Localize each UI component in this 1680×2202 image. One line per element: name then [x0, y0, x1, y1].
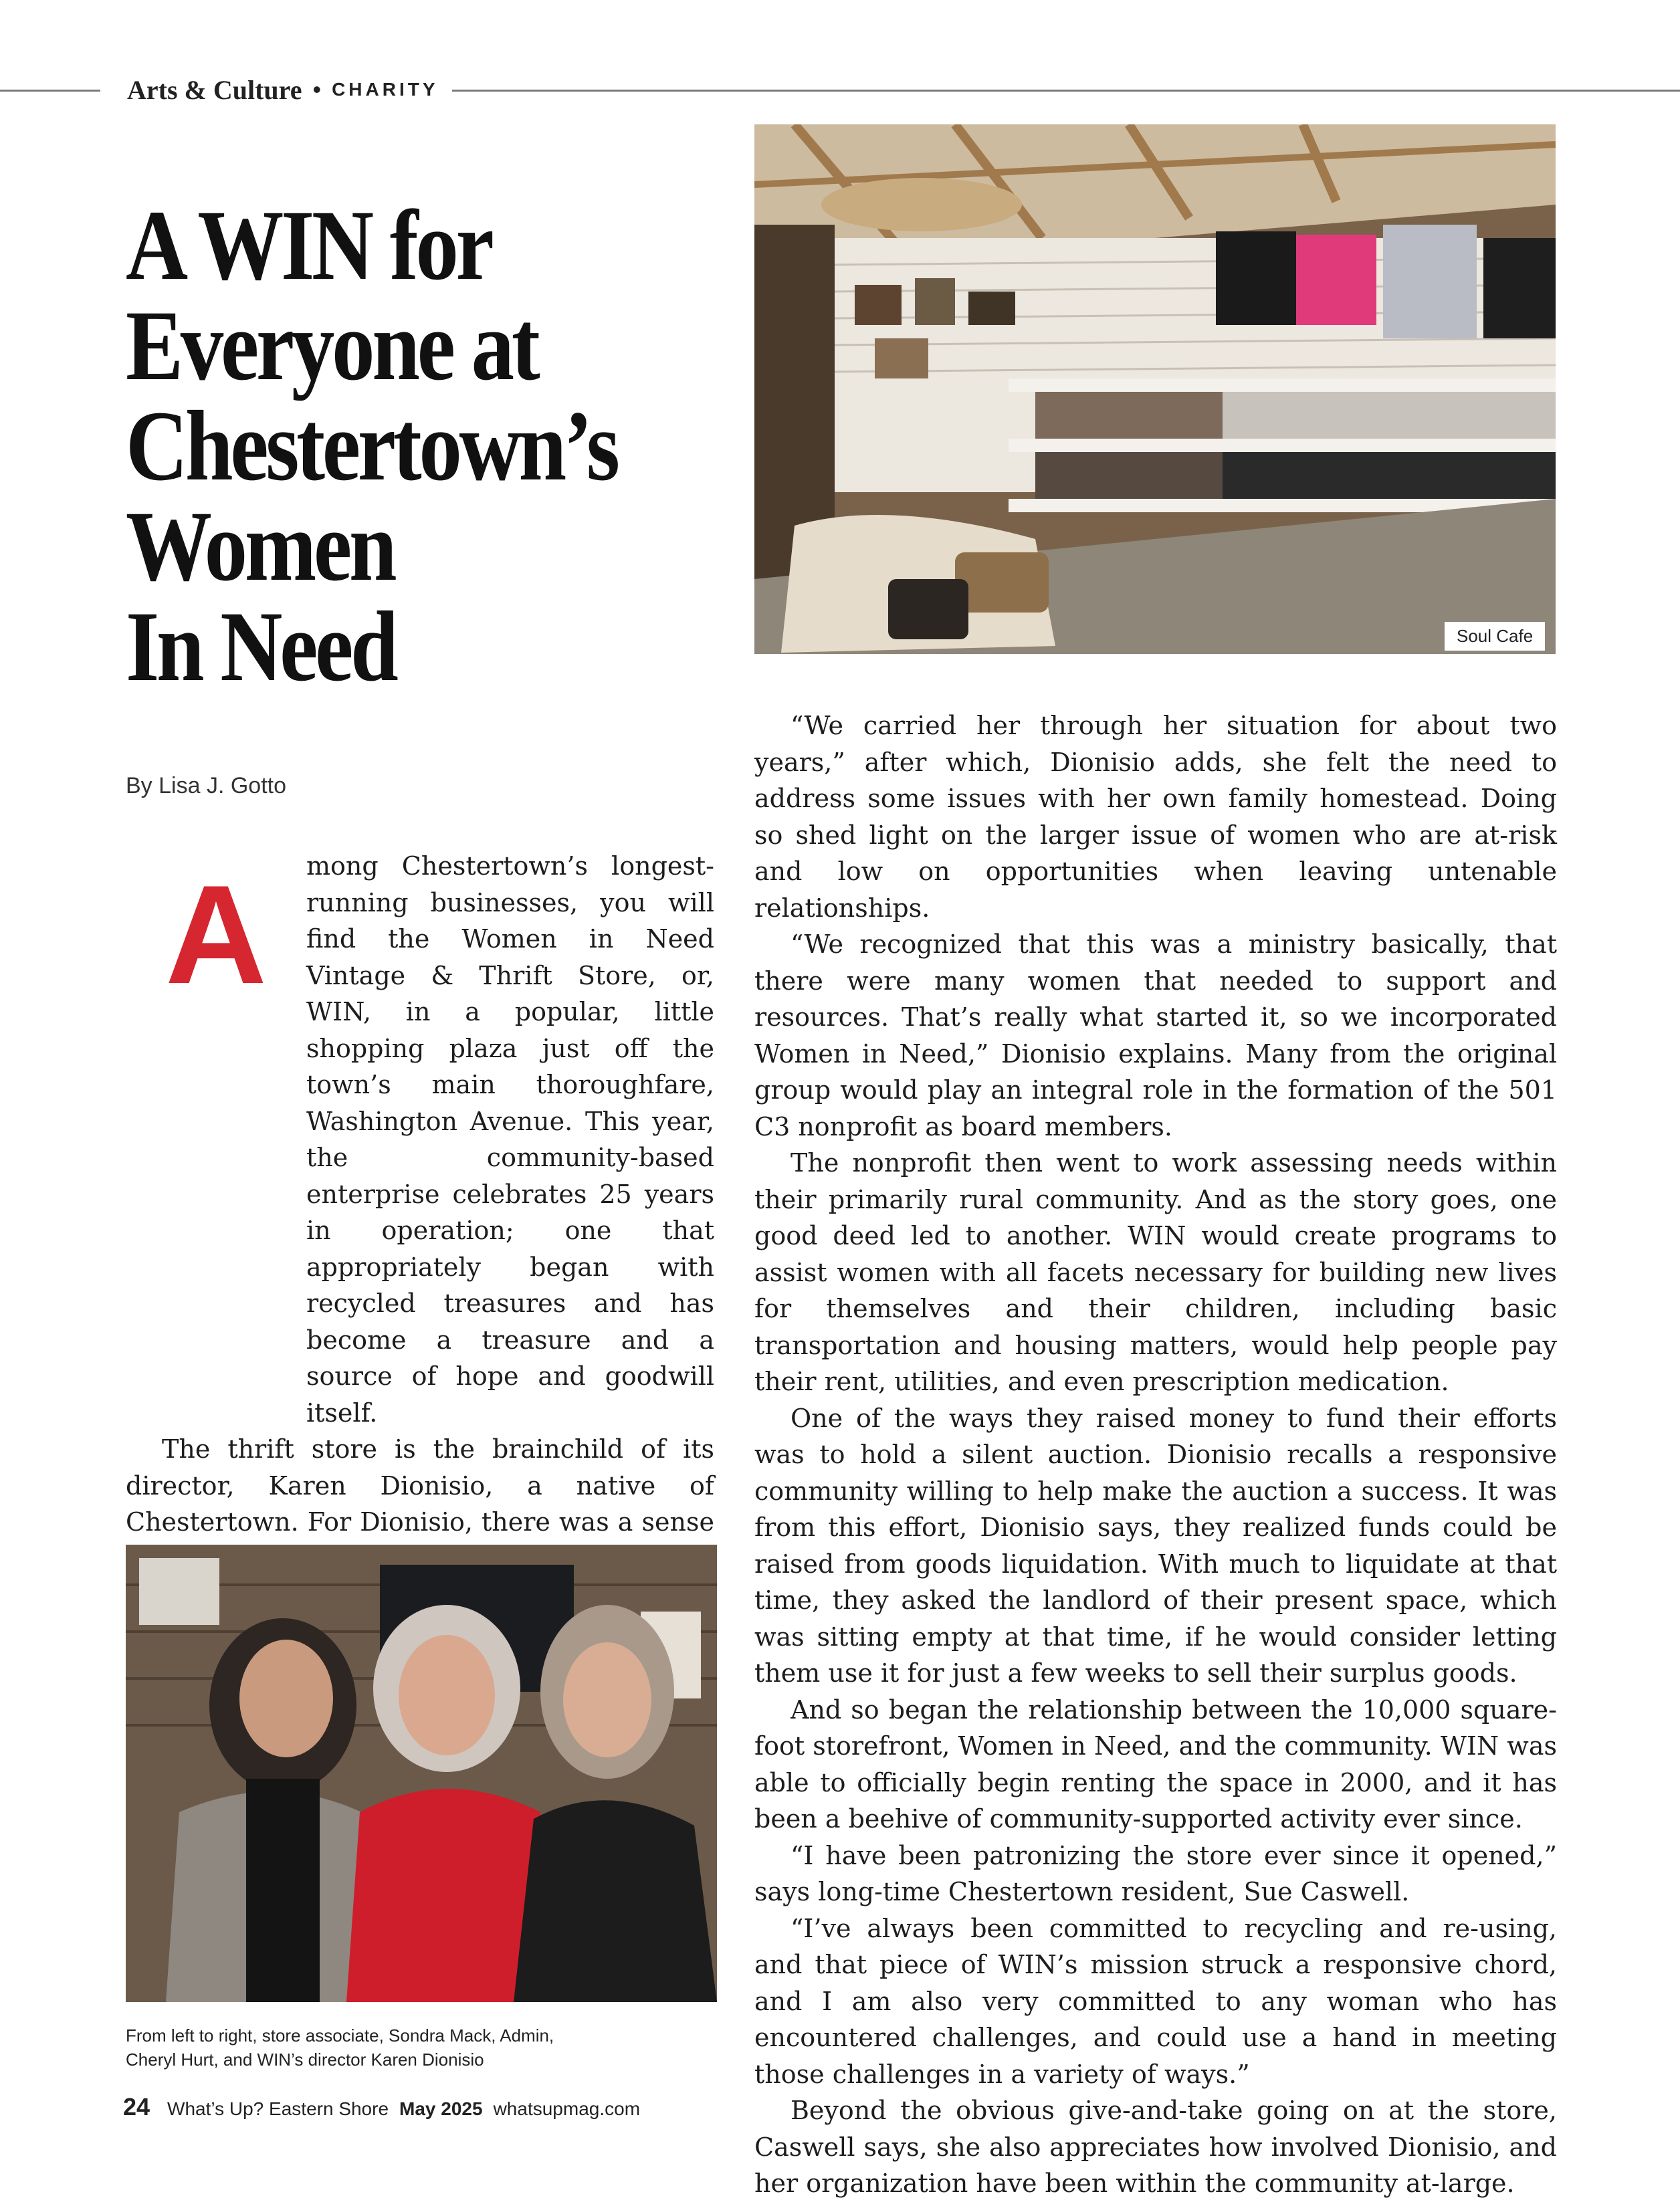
website-link[interactable]: whatsupmag.com [493, 2098, 641, 2119]
dropcap-block [126, 848, 714, 1431]
article-paragraph: Beyond the obvious give-and-take going on at the store, Caswell says, she also appreciates how involved Dionisio, and her organization have been within the community at-large. [754, 2096, 1557, 2198]
publication-name: What’s Up? Eastern Shore [167, 2098, 389, 2119]
section-rule-right [452, 90, 1680, 92]
issue-date: May 2025 [399, 2098, 483, 2119]
article-paragraph: And so began the relationship between the 10,000 square-foot storefront, Women in Need, and the community. WIN was able to officially begin renting the space in 2000, and it has been a beehive of community-supported activity ever since. [754, 1694, 1557, 1834]
caption-line: From left to right, store associate, Sondra Mack, Admin, [126, 2025, 554, 2046]
staff-illustration [126, 1545, 717, 2002]
page-number: 24 [123, 2093, 150, 2120]
headline-line: Everyone at [126, 290, 538, 401]
article-paragraph: One of the ways they raised money to fund their efforts was to hold a silent auction. Dionisio recalls a responsive community willing to help make the auction a success. It was from this effort, Dionisio says, they realized funds could be raised from goods liquidation. With much to liquidate at that time, they asked the landlord of their present space, which was sitting empty at that time, if he would consider letting them use it for just a few weeks to sell their surplus goods. [754, 1403, 1557, 1688]
headline [126, 190, 643, 702]
staff-photo [126, 1545, 717, 2002]
soul-cafe-photo [754, 124, 1556, 654]
article-paragraph: The nonprofit then went to work assessing needs within their primarily rural community. And as the story goes, one good deed led to another. WIN would create programs to assist women with all facets necessary for building new lives for themselves and their children, including basic transportation and housing matters, would help people pay their rent, utilities, and even prescription medication. [754, 1148, 1557, 1396]
headline-line: Chestertown’s [126, 391, 617, 502]
article-paragraph: mong Chestertown’s longest-running businesses, you will find the Women in Need Vintage & Thrift Store, or, WIN, in a popular, little shopping plaza just off the town’s main thoroughfare, Washington Avenue. This year, the community-based enterprise celebrates 25 years in operation; one that appropriately began with recycled treasures and has become a treasure and a source of hope and goodwill itself. [306, 851, 714, 1428]
soul-cafe-illustration [754, 124, 1556, 654]
article-right-column [754, 707, 1557, 2202]
headline-line: Women [126, 491, 395, 602]
photo-credit: Soul Cafe [1445, 622, 1545, 651]
article-paragraph: The thrift store is the brainchild of its director, Karen Dionisio, a native of Chestertown. For Dionisio, there was a sense [126, 1434, 714, 1537]
headline-line: A WIN for [126, 190, 492, 301]
page-footer [123, 2093, 640, 2121]
section-name: Arts & Culture [127, 74, 302, 105]
section-separator: • [312, 76, 322, 103]
headline-line: In Need [126, 591, 396, 702]
dropcap: A [165, 856, 267, 1013]
byline: By Lisa J. Gotto [126, 773, 286, 798]
section-label [124, 70, 452, 110]
article-paragraph: “I’ve always been committed to recycling and re-using, and that piece of WIN’s mission struck a responsive chord, and I am also very committed to any woman who has encountered challenges, and could use a hand in meeting those challenges in a variety of ways.” [754, 1913, 1557, 2089]
article-paragraph: “We carried her through her situation for about two years,” after which, Dionisio adds, she felt the need to address some issues with her own family homestead. Doing so shed light on the larger issue of women who are at-risk and low on opportunities when leaving untenable relationships. [754, 711, 1557, 923]
section-rule-left [0, 90, 100, 92]
section-category: CHARITY [332, 79, 439, 100]
article-paragraph: “I have been patronizing the store ever since it opened,” says long-time Chestertown resident, Sue Caswell. [754, 1840, 1557, 1906]
caption-line: Cheryl Hurt, and WIN’s director Karen Dionisio [126, 2050, 484, 2070]
article-paragraph: “We recognized that this was a ministry basically, that there were many women that needed to support and resources. That’s really what started it, so we incorporated Women in Need,” Dionisio explains. Many from the original group would play an integral role in the formation of the 501 C3 nonprofit as board members. [754, 929, 1557, 1141]
photo-caption [126, 2023, 714, 2072]
